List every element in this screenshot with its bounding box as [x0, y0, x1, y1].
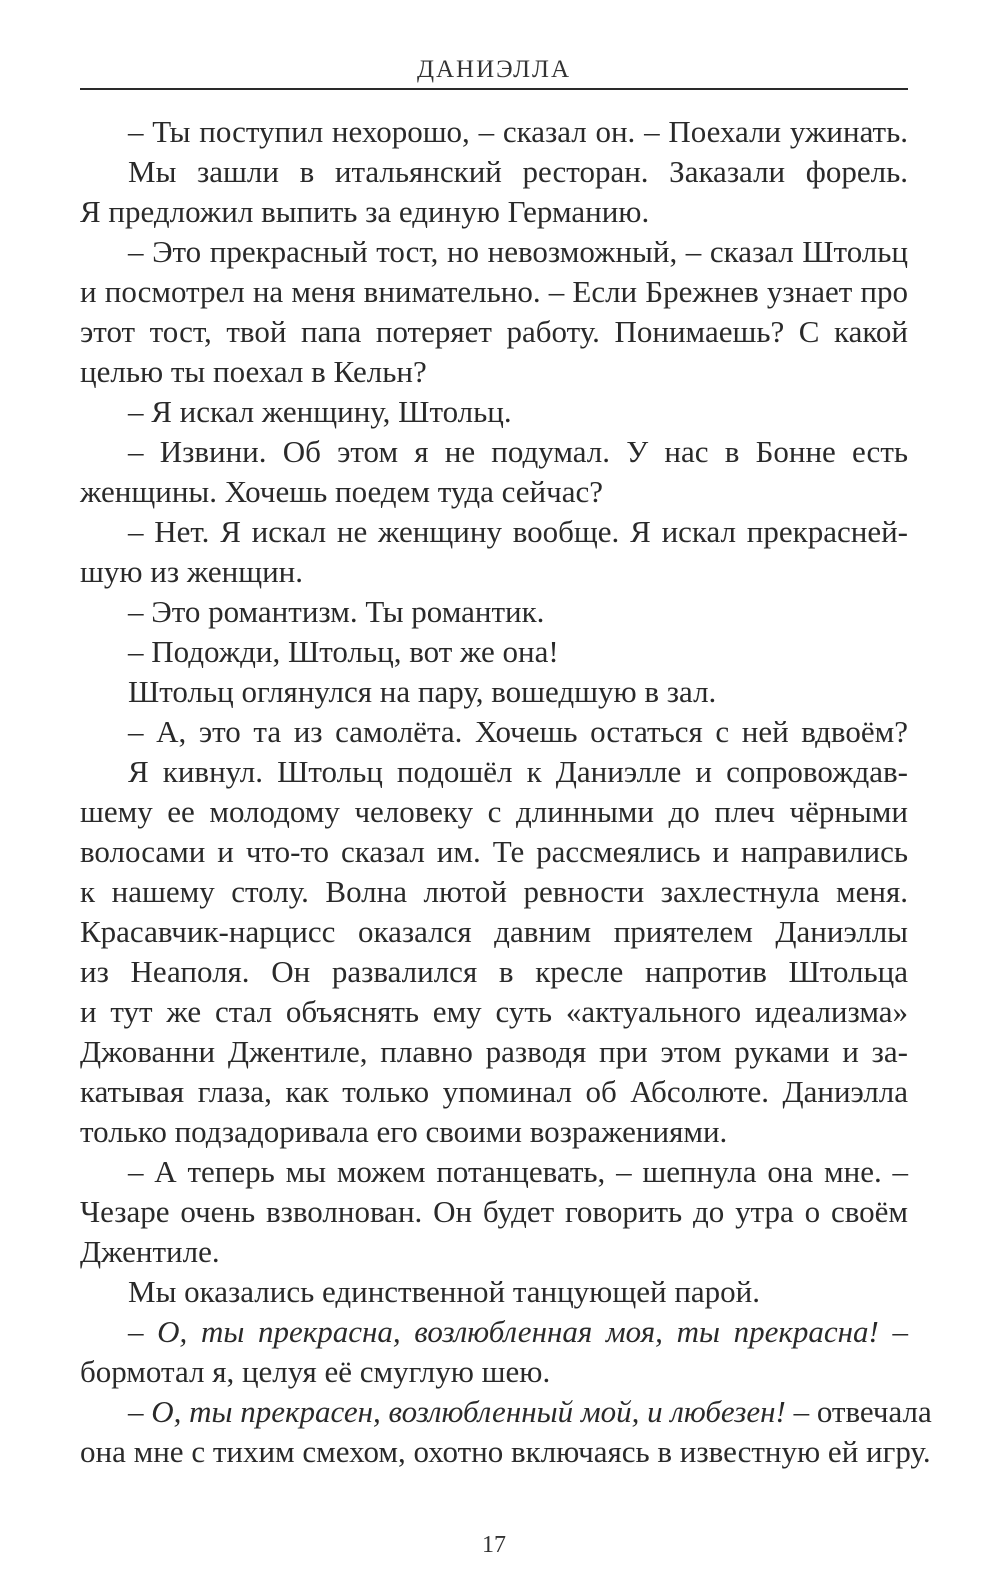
line-tail: – отвечала	[785, 1394, 932, 1429]
text-line: – Подожди, Штольц, вот же она!	[128, 634, 559, 669]
text-line: Я кивнул. Штольц подошёл к Даниэлле и сопровождав-	[128, 754, 908, 789]
text-line: и тут же стал объяснять ему суть «актуального идеализма»	[80, 994, 908, 1029]
text-line	[80, 1392, 932, 1432]
text-line: этот тост, твой папа потеряет работу. Понимаешь? С какой	[80, 314, 908, 349]
text-line	[80, 1312, 908, 1352]
italic-quote: – О, ты прекрасен, возлюбленный мой, и любезен!	[128, 1394, 786, 1429]
line-tail: –	[878, 1314, 908, 1349]
running-title: ДАНИЭЛЛА	[416, 56, 572, 83]
italic-quote: – О, ты прекрасна, возлюбленная моя, ты прекрасна!	[128, 1314, 879, 1349]
text-line: – А, это та из самолёта. Хочешь остаться с ней вдвоём?	[128, 714, 908, 749]
text-line: из Неаполя. Он развалился в кресле напротив Штольца	[80, 954, 908, 989]
text-line: – Это романтизм. Ты романтик.	[128, 594, 545, 629]
text-line: к нашему столу. Волна лютой ревности захлестнула меня.	[80, 874, 908, 909]
text-line: женщины. Хочешь поедем туда сейчас?	[80, 474, 604, 509]
text-line: только подзадоривала его своими возражениями.	[80, 1114, 728, 1149]
text-line: – Это прекрасный тост, но невозможный, – сказал Штольц	[128, 234, 908, 269]
text-line: шему ее молодому человеку с длинными до плеч чёрными	[80, 794, 908, 829]
text-line: волосами и что-то сказал им. Те рассмеялись и направились	[80, 834, 908, 869]
text-line: – Ты поступил нехорошо, – сказал он. – Поехали ужинать.	[128, 114, 908, 149]
text-line: – Нет. Я искал не женщину вообще. Я искал прекрасней-	[128, 514, 908, 549]
text-line: Штольц оглянулся на пару, вошедшую в зал.	[128, 674, 717, 709]
text-line: Мы зашли в итальянский ресторан. Заказали форель.	[128, 154, 908, 189]
text-line: – Я искал женщину, Штольц.	[128, 394, 512, 429]
body-text	[80, 112, 932, 1472]
text-line: Джованни Джентиле, плавно разводя при этом руками и за-	[80, 1034, 908, 1069]
text-line: – А теперь мы можем потанцевать, – шепнула она мне. –	[128, 1154, 908, 1189]
text-line: шую из женщин.	[80, 554, 304, 589]
text-line: целью ты поехал в Кельн?	[80, 354, 427, 389]
book-page	[80, 0, 932, 1580]
text-line: Мы оказались единственной танцующей парой.	[128, 1274, 761, 1309]
text-line: Джентиле.	[80, 1234, 220, 1269]
text-line: Красавчик-нарцисс оказался давним приятелем Даниэллы	[80, 914, 908, 949]
page-number: 17	[482, 1532, 506, 1558]
text-line: она мне с тихим смехом, охотно включаясь в известную ей игру.	[80, 1434, 931, 1469]
text-line: катывая глаза, как только упоминал об Абсолюте. Даниэлла	[80, 1074, 908, 1109]
text-line: бормотал я, целуя её смуглую шею.	[80, 1354, 551, 1389]
header-rule	[80, 88, 908, 90]
text-line: – Извини. Об этом я не подумал. У нас в Бонне есть	[128, 434, 908, 469]
text-line: Я предложил выпить за единую Германию.	[80, 194, 650, 229]
text-line: Чезаре очень взволнован. Он будет говорить до утра о своём	[80, 1194, 908, 1229]
text-line: и посмотрел на меня внимательно. – Если Брежнев узнает про	[80, 274, 908, 309]
